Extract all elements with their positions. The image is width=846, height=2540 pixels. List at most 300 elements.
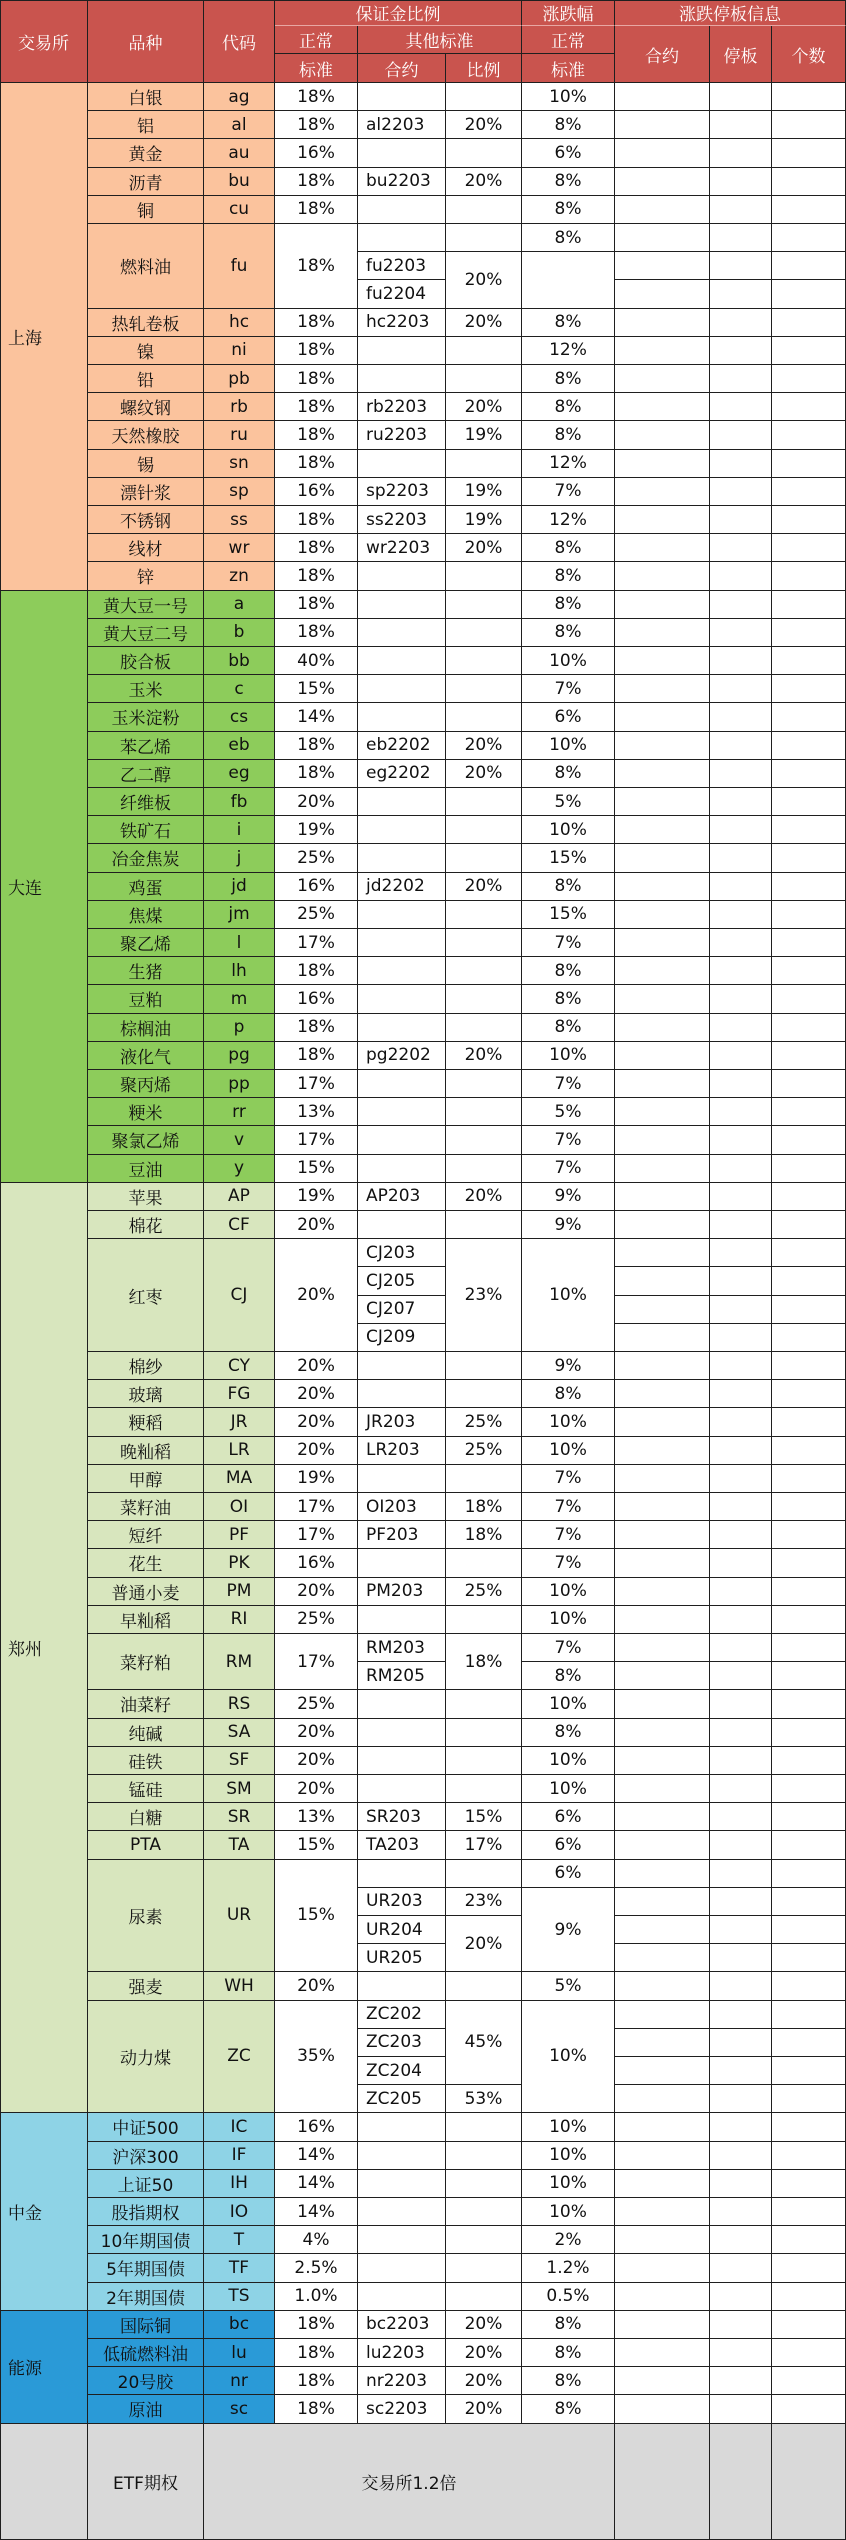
other-contract: wr2203 <box>358 534 446 562</box>
limit-info-board <box>710 83 772 111</box>
limit-info-board <box>710 534 772 562</box>
margin-normal: 16% <box>275 985 358 1013</box>
product-name: 硅铁 <box>88 1747 204 1775</box>
limit-info-board <box>710 675 772 703</box>
header-limit-count: 个数 <box>772 26 846 83</box>
other-contract: sc2203 <box>358 2395 446 2423</box>
limit-normal: 6% <box>522 1803 615 1831</box>
product-code: p <box>204 1014 275 1042</box>
product-code: a <box>204 591 275 619</box>
other-contract <box>358 1860 446 1888</box>
limit-info-count <box>772 2198 846 2226</box>
other-ratio: 20% <box>446 760 522 788</box>
other-contract: eg2202 <box>358 760 446 788</box>
limit-normal: 7% <box>522 1521 615 1549</box>
product-code: pg <box>204 1042 275 1070</box>
product-code: RS <box>204 1690 275 1718</box>
margin-normal: 18% <box>275 224 358 309</box>
limit-normal: 10% <box>522 1578 615 1606</box>
limit-normal: 10% <box>522 1775 615 1803</box>
limit-info-contract <box>615 421 710 449</box>
product-code: PM <box>204 1578 275 1606</box>
other-ratio <box>446 1972 522 2000</box>
limit-info-board <box>710 1578 772 1606</box>
limit-info-board <box>710 421 772 449</box>
margin-normal: 18% <box>275 309 358 337</box>
limit-info-contract <box>615 1324 710 1352</box>
other-contract <box>358 675 446 703</box>
limit-info-board <box>710 788 772 816</box>
limit-info-board <box>710 2367 772 2395</box>
product-name: 乙二醇 <box>88 760 204 788</box>
limit-info-count <box>772 788 846 816</box>
margin-normal: 25% <box>275 901 358 929</box>
product-code: m <box>204 985 275 1013</box>
other-ratio <box>446 83 522 111</box>
limit-normal: 10% <box>522 1747 615 1775</box>
margin-normal: 18% <box>275 2311 358 2339</box>
limit-info-count <box>772 1408 846 1436</box>
limit-info-count <box>772 732 846 760</box>
limit-info-board <box>710 506 772 534</box>
margin-normal: 17% <box>275 1521 358 1549</box>
exchange-cffex: 中金 <box>0 2113 88 2310</box>
limit-info-contract <box>615 1888 710 1916</box>
limit-normal: 8% <box>522 1014 615 1042</box>
limit-info-count <box>772 1239 846 1267</box>
other-ratio <box>446 1352 522 1380</box>
product-name: 铜 <box>88 196 204 224</box>
limit-info-count <box>772 1070 846 1098</box>
header-other-standard: 其他标准 <box>358 26 522 54</box>
product-code: y <box>204 1155 275 1183</box>
product-name: 10年期国债 <box>88 2226 204 2254</box>
product-code: wr <box>204 534 275 562</box>
other-ratio <box>446 562 522 590</box>
margin-normal: 40% <box>275 647 358 675</box>
limit-info-contract <box>615 2339 710 2367</box>
limit-info-count <box>772 196 846 224</box>
product-name: 纤维板 <box>88 788 204 816</box>
limit-info-board <box>710 1155 772 1183</box>
other-contract <box>358 844 446 872</box>
limit-info-count <box>772 2085 846 2113</box>
limit-info-contract <box>615 1578 710 1606</box>
limit-info-board <box>710 1183 772 1211</box>
other-ratio <box>446 1155 522 1183</box>
product-code: OI <box>204 1493 275 1521</box>
limit-normal: 8% <box>522 873 615 901</box>
other-ratio: 20% <box>446 2367 522 2395</box>
limit-info-contract <box>615 252 710 280</box>
product-code: fb <box>204 788 275 816</box>
product-name: 菜籽油 <box>88 1493 204 1521</box>
limit-info-board <box>710 1719 772 1747</box>
margin-normal: 13% <box>275 1803 358 1831</box>
product-name: 锡 <box>88 450 204 478</box>
limit-normal: 8% <box>522 985 615 1013</box>
limit-info-board <box>710 562 772 590</box>
product-name: 20号胶 <box>88 2367 204 2395</box>
product-code: rb <box>204 393 275 421</box>
header-limit-group: 涨跌幅 <box>522 0 615 26</box>
other-ratio <box>446 901 522 929</box>
other-ratio <box>446 2113 522 2141</box>
product-name: 苹果 <box>88 1183 204 1211</box>
limit-info-board <box>710 1070 772 1098</box>
limit-info-board <box>710 901 772 929</box>
limit-info-count <box>772 619 846 647</box>
limit-info-contract <box>615 2198 710 2226</box>
limit-info-board <box>710 139 772 167</box>
margin-normal: 14% <box>275 2170 358 2198</box>
margin-normal: 20% <box>275 1211 358 1239</box>
limit-info-count <box>772 2311 846 2339</box>
margin-normal: 20% <box>275 1775 358 1803</box>
limit-info-board <box>710 1324 772 1352</box>
limit-info-count <box>772 1803 846 1831</box>
product-name: 纯碱 <box>88 1719 204 1747</box>
header-standard: 标准 <box>275 54 358 83</box>
product-name: 中证500 <box>88 2113 204 2141</box>
etf-blank <box>710 2424 772 2540</box>
other-contract: nr2203 <box>358 2367 446 2395</box>
limit-info-contract <box>615 365 710 393</box>
limit-info-count <box>772 1380 846 1408</box>
limit-info-contract <box>615 1211 710 1239</box>
limit-info-count <box>772 2367 846 2395</box>
other-contract <box>358 1719 446 1747</box>
other-contract <box>358 1549 446 1577</box>
limit-normal: 7% <box>522 1493 615 1521</box>
limit-info-board <box>710 1747 772 1775</box>
product-code: v <box>204 1126 275 1154</box>
limit-info-board <box>710 873 772 901</box>
other-ratio: 20% <box>446 111 522 139</box>
limit-info-count <box>772 901 846 929</box>
product-code: WH <box>204 1972 275 2000</box>
product-code: sc <box>204 2395 275 2423</box>
product-code: fu <box>204 224 275 309</box>
exchange-shanghai: 上海 <box>0 83 88 591</box>
limit-info-count <box>772 1888 846 1916</box>
other-contract <box>358 703 446 731</box>
limit-info-contract <box>615 1831 710 1859</box>
exchange-zhengzhou: 郑州 <box>0 1183 88 2114</box>
other-ratio <box>446 450 522 478</box>
other-ratio <box>446 1014 522 1042</box>
limit-normal: 2% <box>522 2226 615 2254</box>
other-ratio <box>446 1549 522 1577</box>
product-code: SR <box>204 1803 275 1831</box>
limit-info-contract <box>615 2226 710 2254</box>
other-ratio: 20% <box>446 1042 522 1070</box>
other-contract <box>358 1775 446 1803</box>
limit-info-contract <box>615 2311 710 2339</box>
margin-normal: 18% <box>275 534 358 562</box>
limit-normal: 10% <box>522 2113 615 2141</box>
product-name: 短纤 <box>88 1521 204 1549</box>
margin-normal: 17% <box>275 929 358 957</box>
limit-info-count <box>772 591 846 619</box>
limit-info-contract <box>615 1521 710 1549</box>
limit-info-count <box>772 1831 846 1859</box>
product-name: 尿素 <box>88 1860 204 1973</box>
product-name: 上证50 <box>88 2170 204 2198</box>
limit-info-board <box>710 929 772 957</box>
other-contract <box>358 83 446 111</box>
limit-info-board <box>710 703 772 731</box>
product-code: LR <box>204 1437 275 1465</box>
limit-info-board <box>710 844 772 872</box>
product-code: IH <box>204 2170 275 2198</box>
other-contract: ru2203 <box>358 421 446 449</box>
other-contract <box>358 1014 446 1042</box>
product-code: pb <box>204 365 275 393</box>
other-ratio: 20% <box>446 534 522 562</box>
limit-info-board <box>710 591 772 619</box>
limit-info-count <box>772 534 846 562</box>
limit-info-contract <box>615 1916 710 1944</box>
limit-normal: 8% <box>522 1380 615 1408</box>
product-code: nr <box>204 2367 275 2395</box>
limit-normal: 15% <box>522 844 615 872</box>
limit-info-contract <box>615 703 710 731</box>
limit-normal: 10% <box>522 732 615 760</box>
other-contract <box>358 1211 446 1239</box>
limit-info-contract <box>615 1549 710 1577</box>
other-contract <box>358 1126 446 1154</box>
limit-info-board <box>710 1916 772 1944</box>
product-code: eg <box>204 760 275 788</box>
limit-info-contract <box>615 1380 710 1408</box>
limit-info-board <box>710 2226 772 2254</box>
margin-normal: 18% <box>275 2367 358 2395</box>
limit-info-board <box>710 647 772 675</box>
other-contract <box>358 1465 446 1493</box>
margin-normal: 14% <box>275 2142 358 2170</box>
margin-normal: 20% <box>275 788 358 816</box>
other-ratio: 20% <box>446 2339 522 2367</box>
product-code: FG <box>204 1380 275 1408</box>
margin-normal: 19% <box>275 1465 358 1493</box>
limit-info-contract <box>615 1070 710 1098</box>
product-code: RM <box>204 1634 275 1690</box>
limit-info-count <box>772 1578 846 1606</box>
limit-info-count <box>772 1549 846 1577</box>
other-ratio: 45% <box>446 2001 522 2086</box>
limit-normal: 10% <box>522 1408 615 1436</box>
limit-info-contract <box>615 844 710 872</box>
header-margin-group: 保证金比例 <box>275 0 522 26</box>
other-ratio: 20% <box>446 1916 522 1972</box>
limit-info-contract <box>615 337 710 365</box>
other-ratio: 20% <box>446 732 522 760</box>
limit-info-contract <box>615 478 710 506</box>
limit-info-contract <box>615 1437 710 1465</box>
other-contract <box>358 957 446 985</box>
limit-info-contract <box>615 1183 710 1211</box>
other-ratio <box>446 816 522 844</box>
limit-info-count <box>772 844 846 872</box>
product-name: 普通小麦 <box>88 1578 204 1606</box>
limit-info-contract <box>615 309 710 337</box>
product-name: 燃料油 <box>88 224 204 309</box>
limit-normal: 8% <box>522 2367 615 2395</box>
product-name: 2年期国债 <box>88 2283 204 2311</box>
limit-info-contract <box>615 2283 710 2311</box>
limit-info-count <box>772 1860 846 1888</box>
product-code: ss <box>204 506 275 534</box>
limit-info-count <box>772 1465 846 1493</box>
limit-info-board <box>710 309 772 337</box>
limit-info-contract <box>615 2029 710 2057</box>
other-contract: fu2203 <box>358 252 446 280</box>
other-ratio <box>446 196 522 224</box>
header-normal: 正常 <box>275 26 358 54</box>
other-contract <box>358 1690 446 1718</box>
product-code: j <box>204 844 275 872</box>
limit-normal: 8% <box>522 1662 615 1690</box>
other-contract: PF203 <box>358 1521 446 1549</box>
other-contract: LR203 <box>358 1437 446 1465</box>
limit-info-contract <box>615 1775 710 1803</box>
other-ratio: 20% <box>446 873 522 901</box>
product-name: 漂针浆 <box>88 478 204 506</box>
limit-info-count <box>772 2395 846 2423</box>
product-code: SM <box>204 1775 275 1803</box>
other-contract <box>358 337 446 365</box>
margin-normal: 35% <box>275 2001 358 2114</box>
other-ratio <box>446 844 522 872</box>
product-name: 锌 <box>88 562 204 590</box>
limit-info-board <box>710 1267 772 1295</box>
margin-normal: 17% <box>275 1493 358 1521</box>
limit-info-count <box>772 2283 846 2311</box>
limit-info-count <box>772 337 846 365</box>
limit-info-board <box>710 619 772 647</box>
other-contract <box>358 2113 446 2141</box>
product-name: 原油 <box>88 2395 204 2423</box>
header-code: 代码 <box>204 0 275 83</box>
margin-normal: 2.5% <box>275 2254 358 2282</box>
limit-normal: 8% <box>522 2395 615 2423</box>
margin-normal: 18% <box>275 421 358 449</box>
other-contract: fu2204 <box>358 280 446 308</box>
limit-info-count <box>772 985 846 1013</box>
product-code: MA <box>204 1465 275 1493</box>
header-standard-2: 标准 <box>522 54 615 83</box>
margin-normal: 18% <box>275 2395 358 2423</box>
limit-normal: 6% <box>522 1860 615 1888</box>
limit-normal: 8% <box>522 591 615 619</box>
limit-info-count <box>772 2001 846 2029</box>
limit-info-contract <box>615 1719 710 1747</box>
limit-normal: 8% <box>522 224 615 252</box>
limit-normal: 8% <box>522 2339 615 2367</box>
limit-info-count <box>772 703 846 731</box>
product-name: PTA <box>88 1831 204 1859</box>
limit-info-count <box>772 957 846 985</box>
margin-normal: 15% <box>275 675 358 703</box>
product-name: 鸡蛋 <box>88 873 204 901</box>
other-ratio <box>446 2198 522 2226</box>
other-contract <box>358 450 446 478</box>
limit-info-count <box>772 562 846 590</box>
product-name: 苯乙烯 <box>88 732 204 760</box>
limit-info-contract <box>615 2367 710 2395</box>
other-ratio <box>446 1070 522 1098</box>
header-limit-contract: 合约 <box>615 26 710 83</box>
other-ratio <box>446 2254 522 2282</box>
other-contract <box>358 1747 446 1775</box>
other-ratio <box>446 1211 522 1239</box>
limit-info-contract <box>615 1098 710 1126</box>
header-contract: 合约 <box>358 54 446 83</box>
product-name: 热轧卷板 <box>88 309 204 337</box>
limit-info-board <box>710 1126 772 1154</box>
limit-info-board <box>710 1211 772 1239</box>
other-ratio: 20% <box>446 309 522 337</box>
margin-normal: 18% <box>275 196 358 224</box>
margin-normal: 20% <box>275 1437 358 1465</box>
product-code: lh <box>204 957 275 985</box>
margin-normal: 18% <box>275 1042 358 1070</box>
product-name: 豆油 <box>88 1155 204 1183</box>
limit-info-contract <box>615 1014 710 1042</box>
limit-info-count <box>772 1211 846 1239</box>
limit-normal: 7% <box>522 478 615 506</box>
limit-info-count <box>772 2057 846 2085</box>
other-ratio: 25% <box>446 1408 522 1436</box>
margin-normal: 18% <box>275 450 358 478</box>
margin-normal: 16% <box>275 478 358 506</box>
limit-normal: 12% <box>522 506 615 534</box>
limit-info-contract <box>615 393 710 421</box>
limit-info-count <box>772 224 846 252</box>
other-contract: PM203 <box>358 1578 446 1606</box>
margin-normal: 15% <box>275 1155 358 1183</box>
other-ratio: 18% <box>446 1521 522 1549</box>
header-limit-info-group: 涨跌停板信息 <box>615 0 846 26</box>
other-contract <box>358 365 446 393</box>
limit-info-contract <box>615 873 710 901</box>
margin-normal: 17% <box>275 1070 358 1098</box>
limit-info-board <box>710 1549 772 1577</box>
product-name: 镍 <box>88 337 204 365</box>
margin-normal: 18% <box>275 562 358 590</box>
limit-info-contract <box>615 1803 710 1831</box>
limit-info-contract <box>615 1042 710 1070</box>
product-name: 聚乙烯 <box>88 929 204 957</box>
product-name: 白糖 <box>88 1803 204 1831</box>
header-ratio: 比例 <box>446 54 522 83</box>
limit-info-board <box>710 1493 772 1521</box>
other-contract: al2203 <box>358 111 446 139</box>
limit-info-contract <box>615 1944 710 1972</box>
limit-normal: 8% <box>522 534 615 562</box>
product-name: 5年期国债 <box>88 2254 204 2282</box>
product-name: 棕榈油 <box>88 1014 204 1042</box>
other-contract: UR205 <box>358 1944 446 1972</box>
other-contract <box>358 224 446 252</box>
limit-info-board <box>710 196 772 224</box>
limit-normal: 10% <box>522 1690 615 1718</box>
product-code: TS <box>204 2283 275 2311</box>
limit-info-count <box>772 168 846 196</box>
limit-info-contract <box>615 732 710 760</box>
other-ratio <box>446 957 522 985</box>
